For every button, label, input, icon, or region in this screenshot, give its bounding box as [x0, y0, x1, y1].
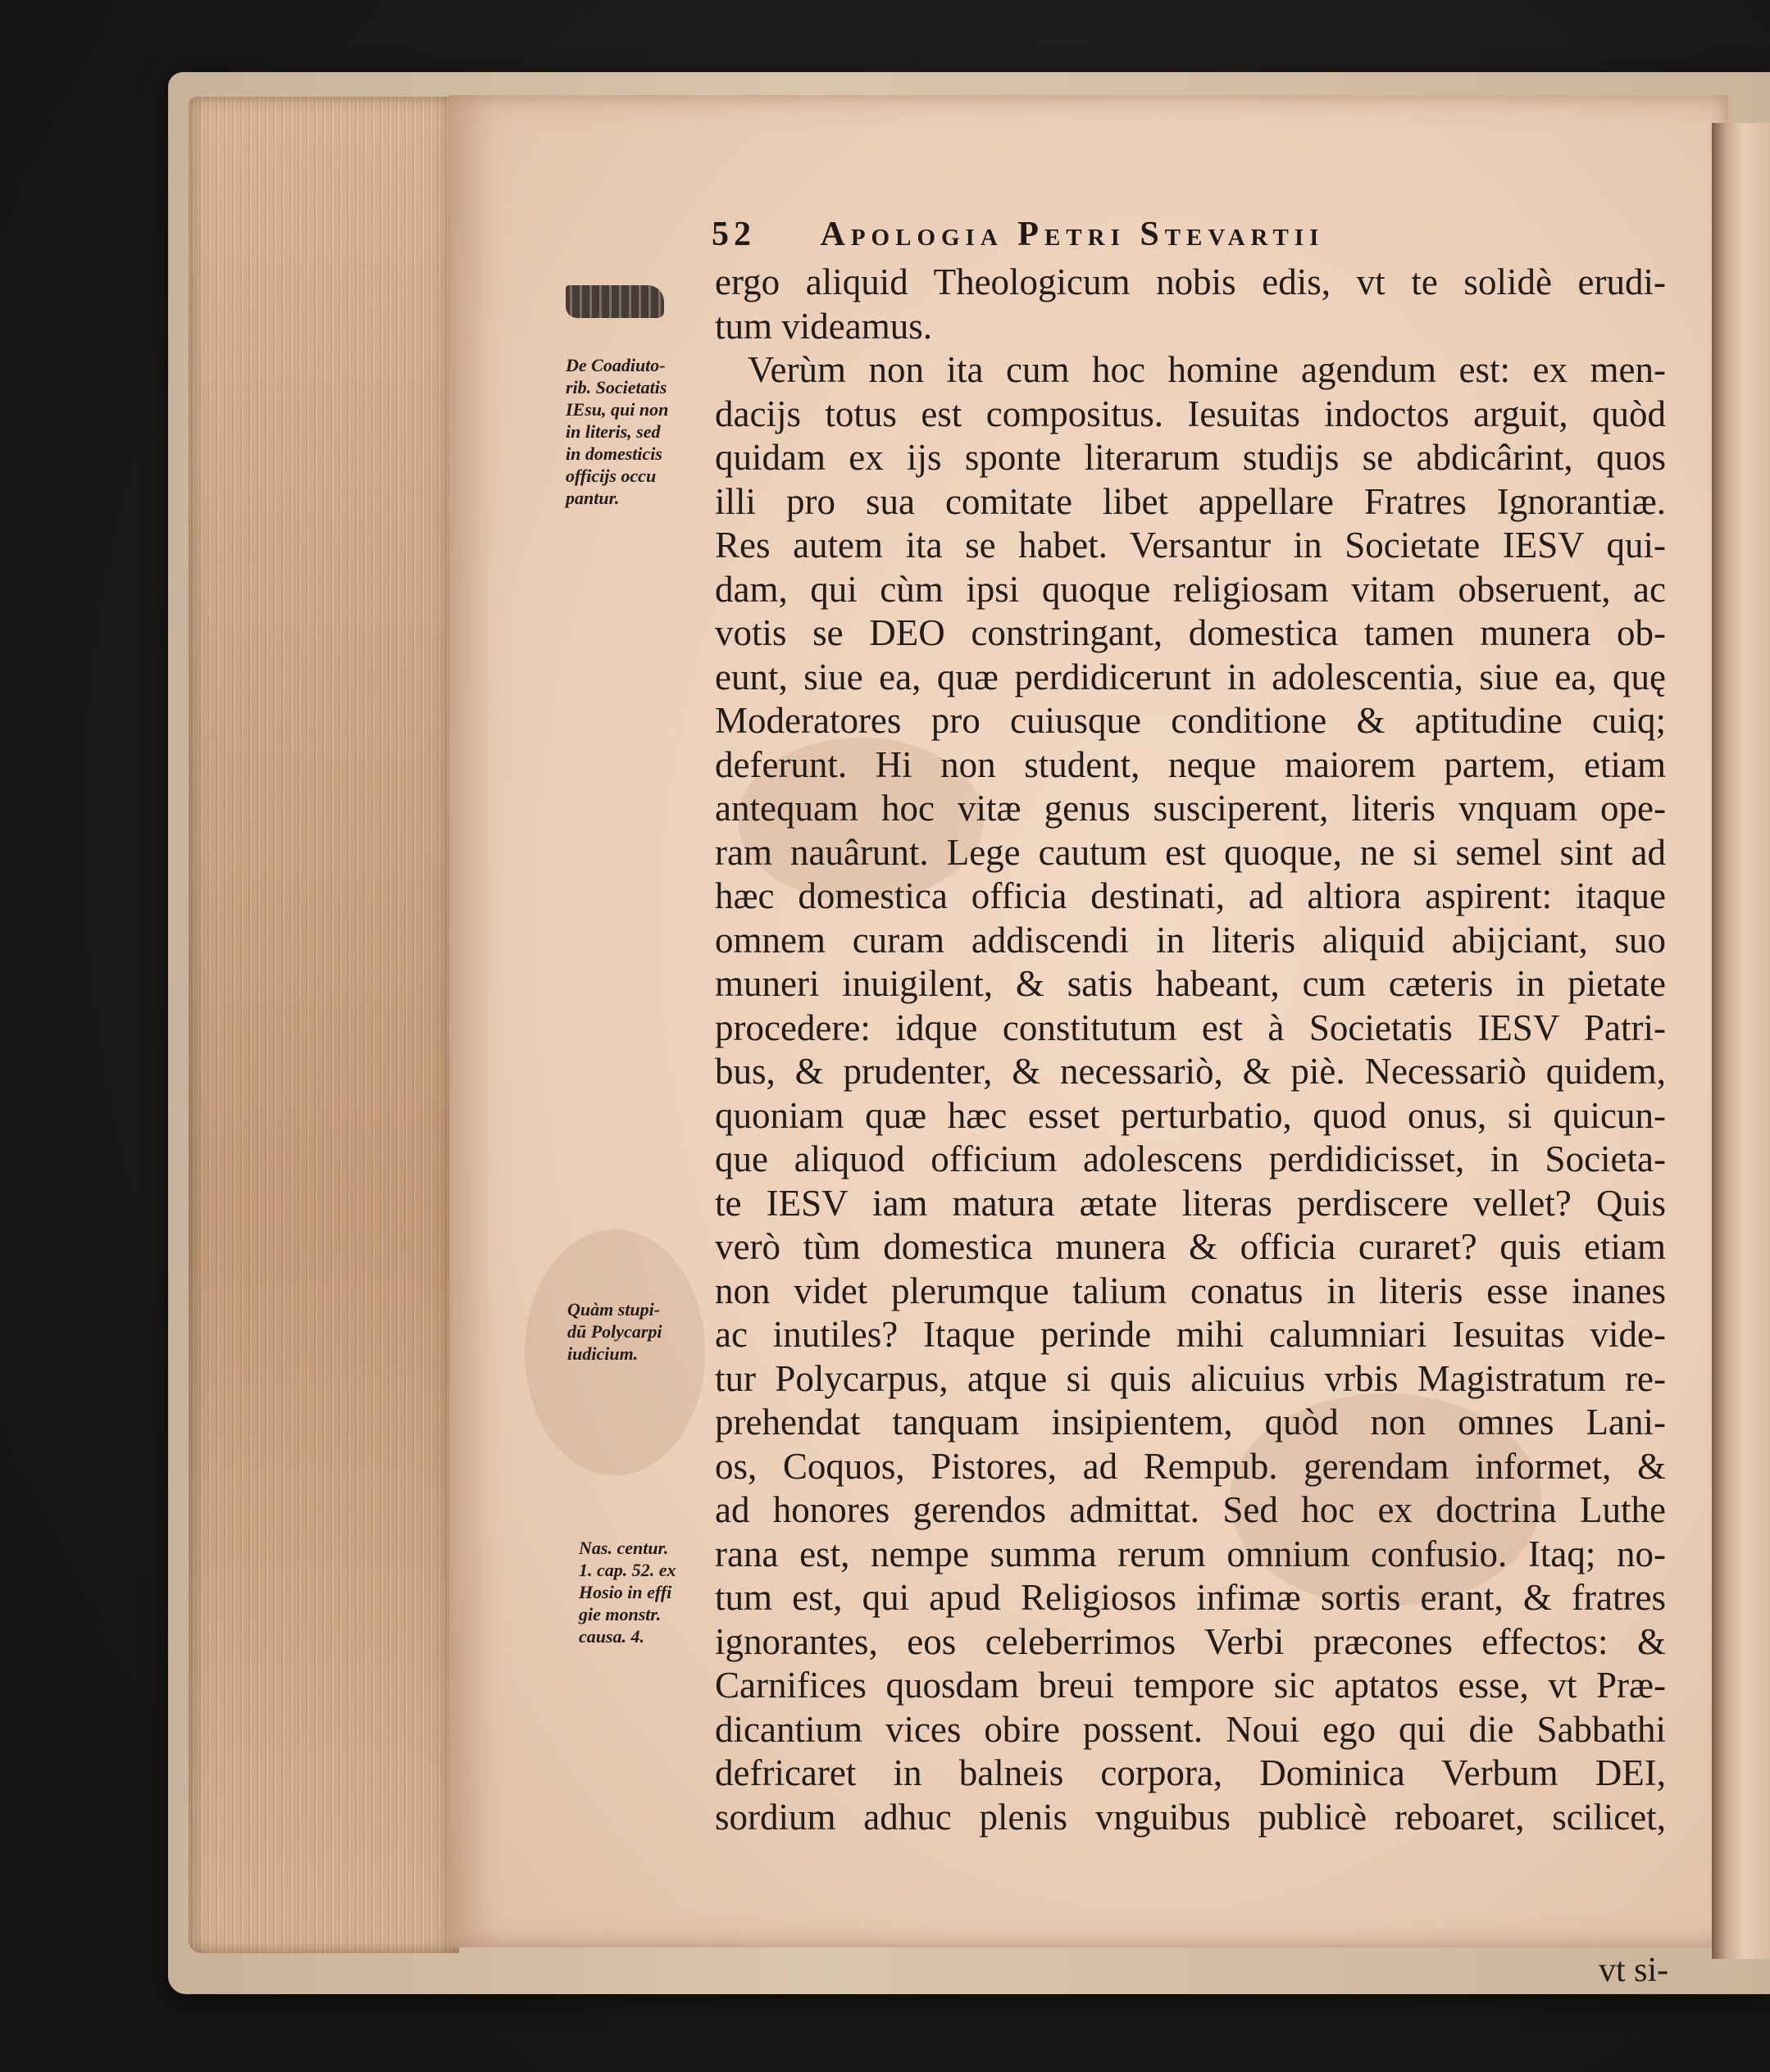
book-gutter — [1712, 123, 1770, 1959]
page-number: 52 — [712, 216, 756, 253]
margin-note-line: Nas. centur. — [579, 1538, 669, 1558]
text-line: os, Coquos, Pistores, ad Rempub. gerendam informet, & — [715, 1445, 1666, 1487]
margin-note-line: causa. 4. — [579, 1626, 645, 1647]
margin-note-line: Quàm stupi- — [567, 1299, 661, 1320]
margin-note-line: Hosio in effi — [579, 1582, 672, 1602]
text-line: illi pro sua comitate libet appellare Fratres Ignorantiæ. — [715, 480, 1666, 522]
margin-note-line: 1. cap. 52. ex — [579, 1560, 676, 1580]
margin-note-line: in domesticis — [566, 443, 662, 464]
text-line: tum est, qui apud Religiosos infimæ sortis erant, & fratres — [715, 1577, 1666, 1618]
text-line: antequam hoc vitæ genus susciperent, literis vnquam ope- — [715, 788, 1666, 829]
text-line: ergo aliquid Theologicum nobis edis, vt te solidè erudi- — [715, 261, 1666, 302]
margin-note-line: officijs occu — [566, 466, 657, 486]
text-line: defricaret in balneis corpora, Dominica Verbum DEI, — [715, 1752, 1666, 1793]
text-line: Carnifices quosdam breui tempore sic aptatos esse, vt Præ- — [715, 1665, 1666, 1706]
text-line: tum videamus. — [715, 305, 932, 347]
text-line: tur Polycarpus, atque si quis alicuius vrbis Magistratum re- — [715, 1357, 1666, 1399]
margin-note-coadiutores — [566, 354, 668, 509]
text-line: Res autem ita se habet. Versantur in Societate IESV qui- — [715, 525, 1666, 566]
text-line: Verùm non ita cum hoc homine agendum est: ex men- — [748, 349, 1666, 390]
catchword: vt si- — [1599, 1952, 1669, 1989]
running-title: Apologia Petri Stevartii — [820, 216, 1325, 253]
text-line: ram nauârunt. Lege cautum est quoque, ne si semel sint ad — [715, 831, 1666, 873]
running-header — [712, 215, 1324, 254]
margin-note-line: iudicium. — [567, 1343, 639, 1364]
margin-note-line: De Coadiuto- — [566, 355, 666, 375]
text-line: non videt plerumque talium conatus in literis esse inanes — [715, 1270, 1666, 1311]
text-line: ad honores gerendos admittat. Sed hoc ex doctrina Luthe — [715, 1489, 1666, 1530]
text-line: te IESV iam matura ætate literas perdiscere vellet? Quis — [715, 1182, 1666, 1224]
margin-note-line: dū Polycarpi — [567, 1321, 662, 1342]
text-line: que aliquod officium adolescens perdidicisset, in Societa- — [715, 1138, 1666, 1179]
text-line: dicantium vices obire possent. Noui ego qui die Sabbathi — [715, 1708, 1666, 1750]
margin-note-citation — [579, 1537, 676, 1647]
text-line: deferunt. Hi non student, neque maiorem partem, etiam — [715, 743, 1666, 785]
text-line: bus, & prudenter, & necessariò, & piè. Necessariò quidem, — [715, 1051, 1666, 1092]
text-line: eunt, siue ea, quæ perdidicerunt in adolescentia, siue ea, quę — [715, 656, 1666, 697]
text-line: verò tùm domestica munera & officia curaret? quis etiam — [715, 1226, 1666, 1267]
text-line: dam, qui cùm ipsi quoque religiosam vitam obseruent, ac — [715, 568, 1666, 610]
text-line: ac inutiles? Itaque perinde mihi calumniari Iesuitas vide- — [715, 1314, 1666, 1355]
text-line: procedere: idque constitutum est à Societatis IESV Patri- — [715, 1006, 1666, 1048]
margin-note-line: pantur. — [566, 488, 620, 508]
margin-note-line: in literis, sed — [566, 421, 661, 442]
text-line: rana est, nempe summa rerum omnium confusio. Itaq; no- — [715, 1533, 1666, 1574]
body-text — [715, 261, 1666, 1839]
text-line: sordium adhuc plenis vnguibus publicè reboaret, scilicet, — [715, 1796, 1666, 1838]
text-line: muneri inuigilent, & satis habeant, cum cæteris in pietate — [715, 963, 1666, 1004]
text-line: ignorantes, eos celeberrimos Verbi præcones effectos: & — [715, 1620, 1666, 1662]
text-line: quidam ex ijs sponte literarum studijs se abdicârint, quos — [715, 437, 1666, 478]
margin-note-line: rib. Societatis — [566, 377, 667, 398]
margin-note-line: gie monstr. — [579, 1604, 662, 1624]
text-line: votis se DEO constringant, domestica tamen munera ob- — [715, 612, 1666, 653]
text-line: prehendat tanquam insipientem, quòd non omnes Lani- — [715, 1402, 1666, 1443]
text-line: dacijs totus est compositus. Iesuitas indoctos arguit, quòd — [715, 393, 1666, 434]
page-edges — [189, 97, 459, 1953]
margin-note-line: IEsu, qui non — [566, 399, 669, 420]
text-line: omnem curam addiscendi in literis aliquid abijciant, suo — [715, 919, 1666, 961]
margin-note-polycarpus — [567, 1298, 662, 1365]
text-line: hæc domestica officia destinati, ad altiora aspirent: itaque — [715, 875, 1666, 916]
text-line: quoniam quæ hæc esset perturbatio, quod onus, si quicun- — [715, 1094, 1666, 1136]
text-line: Moderatores pro cuiusque conditione & aptitudine cuiq; — [715, 700, 1666, 741]
printers-ornament — [566, 285, 664, 318]
